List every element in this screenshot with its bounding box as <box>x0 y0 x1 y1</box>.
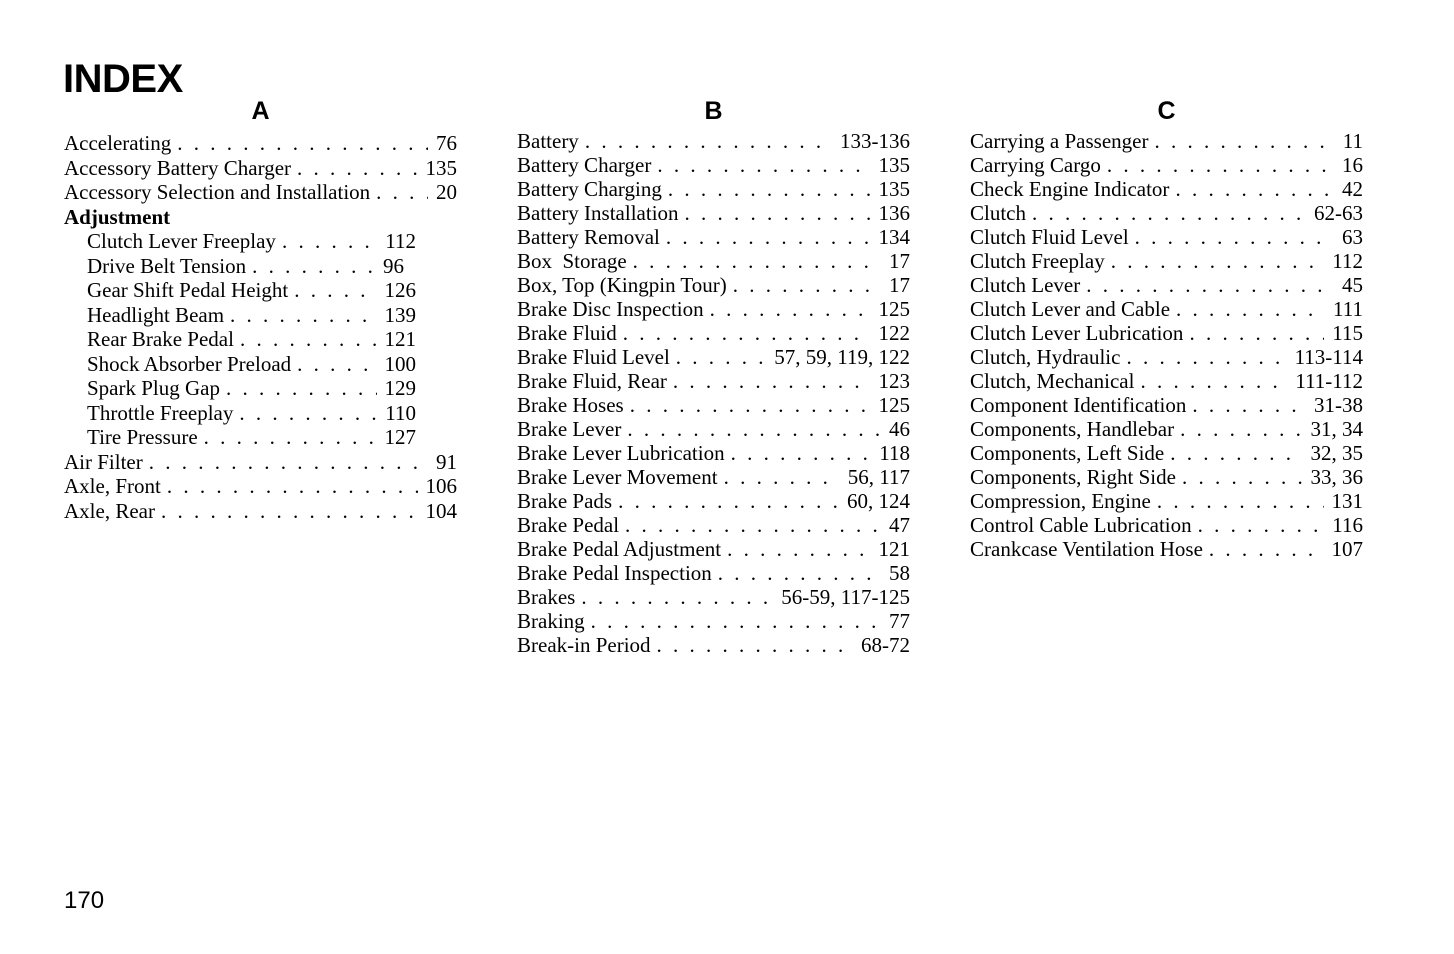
dot-leader <box>718 561 881 585</box>
dot-leader <box>666 225 871 249</box>
entry-term: Rear Brake Pedal <box>87 327 234 351</box>
dot-leader <box>1175 177 1334 201</box>
entry-page: 63 <box>1342 225 1363 249</box>
dot-leader <box>1107 153 1334 177</box>
dot-leader <box>630 393 871 417</box>
index-entry <box>970 201 1363 225</box>
entry-term: Clutch Lever and Cable <box>970 297 1171 321</box>
entry-page: 136 <box>878 201 910 225</box>
entry-term: Component Identification <box>970 393 1187 417</box>
dot-leader <box>297 156 417 181</box>
section-letter-a: A <box>251 97 270 125</box>
entry-term: Clutch <box>970 201 1026 225</box>
dot-leader <box>625 513 881 537</box>
entry-page: 134 <box>878 225 910 249</box>
index-subentry <box>64 229 416 254</box>
entry-term: Brake Hoses <box>517 393 624 417</box>
entry-term: Battery <box>517 129 579 153</box>
entry-page: 112 <box>385 229 416 253</box>
entry-list-a <box>64 131 457 523</box>
entry-term: Brake Fluid Level <box>517 345 670 369</box>
entry-term: Brake Pads <box>517 489 613 513</box>
entry-page: 127 <box>384 425 416 449</box>
index-entry <box>64 474 457 499</box>
dot-leader <box>591 609 881 633</box>
index-entry <box>517 489 910 513</box>
index-entry <box>970 489 1363 513</box>
section-letter-b: B <box>704 97 723 125</box>
index-entry <box>517 417 910 441</box>
dot-leader <box>618 489 839 513</box>
index-entry <box>64 156 457 181</box>
entry-page: 104 <box>425 498 457 523</box>
index-entry <box>970 297 1363 321</box>
entry-page: 125 <box>878 297 910 321</box>
dot-leader <box>657 633 853 657</box>
index-entry <box>970 513 1363 537</box>
index-entry <box>970 537 1363 561</box>
dot-leader <box>282 229 377 254</box>
index-entry <box>517 345 910 369</box>
entry-page: 62-63 <box>1314 201 1363 225</box>
entry-page: 56-59, 117-125 <box>781 585 910 609</box>
dot-leader <box>633 249 881 273</box>
entry-term: Spark Plug Gap <box>87 376 220 400</box>
index-entry <box>970 249 1363 273</box>
entry-term: Accelerating <box>64 131 172 155</box>
dot-leader <box>1154 129 1334 153</box>
dot-leader <box>239 401 377 426</box>
page-title: INDEX <box>63 57 183 101</box>
dot-leader <box>627 417 881 441</box>
dot-leader <box>623 321 871 345</box>
entry-term: Box Storage <box>517 249 627 273</box>
dot-leader <box>1209 537 1324 561</box>
dot-leader <box>204 425 377 450</box>
entry-term: Clutch Freeplay <box>970 249 1105 273</box>
entry-term: Brake Disc Inspection <box>517 297 704 321</box>
index-heading <box>64 205 457 230</box>
entry-page: 125 <box>878 393 910 417</box>
index-entry <box>517 225 910 249</box>
index-entry <box>970 225 1363 249</box>
dot-leader <box>727 537 870 561</box>
entry-page: 129 <box>384 376 416 400</box>
entry-page: 139 <box>384 302 416 327</box>
entry-term: Break-in Period <box>517 633 651 657</box>
entry-page: 118 <box>879 441 910 465</box>
index-entry <box>517 369 910 393</box>
index-entry <box>517 561 910 585</box>
entry-term: Brake Pedal <box>517 513 620 537</box>
index-entry <box>970 177 1363 201</box>
entry-page: 112 <box>1332 249 1363 273</box>
entry-term: Control Cable Lubrication <box>970 513 1192 537</box>
entry-page: 107 <box>1331 537 1363 561</box>
entry-term: Components, Handlebar <box>970 417 1175 441</box>
entry-term: Gear Shift Pedal Height <box>87 278 289 302</box>
entry-page: 33, 36 <box>1310 465 1363 489</box>
entry-term: Battery Charging <box>517 177 662 201</box>
entry-term: Brakes <box>517 585 576 609</box>
entry-term: Brake Pedal Adjustment <box>517 537 722 561</box>
index-entry <box>970 393 1363 417</box>
entry-page: 77 <box>889 609 910 633</box>
entry-term: Brake Fluid <box>517 321 617 345</box>
entry-page: 122 <box>878 321 910 345</box>
entry-page: 31, 34 <box>1310 417 1363 441</box>
entry-page: 115 <box>1332 321 1363 345</box>
entry-term: Brake Lever Movement <box>517 465 718 489</box>
dot-leader <box>161 499 418 524</box>
dot-leader <box>1140 369 1287 393</box>
index-column-c <box>970 96 1363 561</box>
dot-leader <box>252 254 375 279</box>
entry-page: 46 <box>889 417 910 441</box>
entry-term: Battery Removal <box>517 225 660 249</box>
entry-page: 126 <box>384 278 416 302</box>
entry-page: 60, 124 <box>847 489 910 513</box>
entry-page: 135 <box>425 155 457 180</box>
entry-term: Brake Pedal Inspection <box>517 561 712 585</box>
entry-term: Battery Charger <box>517 153 652 177</box>
index-subentry <box>64 254 404 279</box>
entry-page: 42 <box>1342 177 1363 201</box>
entry-page: 111 <box>1333 297 1363 321</box>
dot-leader <box>1176 297 1325 321</box>
dot-leader <box>724 465 840 489</box>
entry-list-b <box>517 129 910 657</box>
entry-page: 110 <box>385 400 416 425</box>
entry-term: Battery Installation <box>517 201 679 225</box>
entry-page: 91 <box>436 449 457 474</box>
entry-term: Clutch, Mechanical <box>970 369 1135 393</box>
entry-term: Crankcase Ventilation Hose <box>970 537 1203 561</box>
index-entry <box>517 273 910 297</box>
entry-page: 56, 117 <box>847 465 910 489</box>
index-entry <box>517 249 910 273</box>
dot-leader <box>240 327 377 352</box>
entry-page: 135 <box>878 177 910 201</box>
index-entry <box>517 513 910 537</box>
entry-page: 20 <box>436 180 457 204</box>
entry-term: Brake Lever Lubrication <box>517 441 725 465</box>
dot-leader <box>1157 489 1324 513</box>
entry-term: Carrying a Passenger <box>970 129 1149 153</box>
entry-term: Brake Lever <box>517 417 622 441</box>
entry-page: 135 <box>878 153 910 177</box>
entry-page: 57, 59, 119, 122 <box>774 345 910 369</box>
index-subentry <box>64 376 416 401</box>
index-subentry <box>64 327 416 352</box>
entry-page: 121 <box>878 537 910 561</box>
dot-leader <box>585 129 832 153</box>
index-entry <box>517 537 910 561</box>
dot-leader <box>1198 513 1325 537</box>
index-entry <box>517 177 910 201</box>
index-entry <box>517 585 910 609</box>
entry-page: 100 <box>384 351 416 376</box>
index-column-a <box>64 96 457 523</box>
entry-page: 45 <box>1342 273 1363 297</box>
entry-term: Tire Pressure <box>87 425 198 449</box>
entry-term: Clutch Lever Lubrication <box>970 321 1184 345</box>
entry-term: Accessory Selection and Installation <box>64 180 371 204</box>
entry-page: 123 <box>878 369 910 393</box>
section-letter-c: C <box>1157 97 1176 125</box>
dot-leader <box>1180 417 1302 441</box>
dot-leader <box>177 131 428 156</box>
dot-leader <box>1086 273 1334 297</box>
entry-term: Axle, Front <box>64 474 161 498</box>
entry-page: 17 <box>889 249 910 273</box>
dot-leader <box>657 153 870 177</box>
dot-leader <box>1170 441 1302 465</box>
page-number: 170 <box>64 887 105 914</box>
index-subentry <box>64 278 416 303</box>
index-entry <box>517 201 910 225</box>
index-entry <box>517 393 910 417</box>
entry-term: Brake Fluid, Rear <box>517 369 667 393</box>
entry-page: 106 <box>425 474 457 498</box>
dot-leader <box>167 474 418 499</box>
index-subentry <box>64 401 416 426</box>
dot-leader <box>1111 249 1325 273</box>
dot-leader <box>294 278 376 303</box>
index-entry <box>970 321 1363 345</box>
index-entry <box>970 273 1363 297</box>
entry-term: Components, Right Side <box>970 465 1176 489</box>
dot-leader <box>149 450 428 475</box>
entry-page: 11 <box>1342 129 1363 153</box>
dot-leader <box>733 273 881 297</box>
entry-page: 31-38 <box>1314 393 1363 417</box>
index-subentry <box>64 303 416 328</box>
dot-leader <box>376 180 428 205</box>
index-entry <box>970 153 1363 177</box>
entry-page: 17 <box>889 273 910 297</box>
index-entry <box>970 129 1363 153</box>
index-entry <box>64 499 457 524</box>
index-entry <box>64 450 457 475</box>
index-column-b <box>517 96 910 657</box>
entry-term: Box, Top (Kingpin Tour) <box>517 273 727 297</box>
index-entry <box>64 131 457 156</box>
entry-term: Throttle Freeplay <box>87 400 234 425</box>
entry-page: 131 <box>1331 489 1363 513</box>
entry-term: Shock Absorber Preload <box>87 351 292 376</box>
entry-term: Carrying Cargo <box>970 153 1101 177</box>
dot-leader <box>230 303 376 328</box>
index-subentry <box>64 425 416 450</box>
dot-leader <box>1189 321 1324 345</box>
index-entry <box>517 441 910 465</box>
entry-page: 133-136 <box>840 129 910 153</box>
index-entry <box>970 345 1363 369</box>
dot-leader <box>1126 345 1286 369</box>
dot-leader <box>1192 393 1306 417</box>
heading-term: Adjustment <box>64 204 171 229</box>
dot-leader <box>685 201 871 225</box>
entry-term: Braking <box>517 609 585 633</box>
entry-term: Check Engine Indicator <box>970 177 1170 201</box>
dot-leader <box>581 585 773 609</box>
entry-term: Components, Left Side <box>970 441 1165 465</box>
entry-page: 96 <box>383 253 404 278</box>
entry-term: Clutch Fluid Level <box>970 225 1129 249</box>
entry-term: Drive Belt Tension <box>87 253 247 278</box>
entry-term: Accessory Battery Charger <box>64 155 292 180</box>
dot-leader <box>668 177 871 201</box>
dot-leader <box>226 376 377 401</box>
entry-page: 111-112 <box>1295 369 1363 393</box>
entry-term: Headlight Beam <box>87 302 225 327</box>
index-entry <box>517 609 910 633</box>
index-entry <box>517 633 910 657</box>
entry-term: Clutch Lever <box>970 273 1081 297</box>
index-entry <box>970 465 1363 489</box>
entry-term: Clutch Lever Freeplay <box>87 229 276 253</box>
entry-page: 68-72 <box>861 633 910 657</box>
index-entry <box>517 321 910 345</box>
index-entry <box>517 129 910 153</box>
entry-page: 113-114 <box>1294 345 1363 369</box>
dot-leader <box>673 369 871 393</box>
entry-page: 121 <box>384 327 416 351</box>
index-entry <box>517 153 910 177</box>
index-entry <box>517 297 910 321</box>
entry-term: Compression, Engine <box>970 489 1151 513</box>
index-entry <box>970 369 1363 393</box>
index-subentry <box>64 352 416 377</box>
dot-leader <box>710 297 871 321</box>
entry-term: Clutch, Hydraulic <box>970 345 1121 369</box>
entry-term: Axle, Rear <box>64 498 155 523</box>
dot-leader <box>676 345 766 369</box>
entry-page: 47 <box>889 513 910 537</box>
index-entry <box>970 417 1363 441</box>
dot-leader <box>1135 225 1334 249</box>
entry-page: 58 <box>889 561 910 585</box>
dot-leader <box>731 441 872 465</box>
index-entry <box>517 465 910 489</box>
dot-leader <box>1032 201 1306 225</box>
index-entry <box>64 180 457 205</box>
dot-leader <box>297 352 376 377</box>
entry-page: 116 <box>1332 513 1363 537</box>
entry-term: Air Filter <box>64 449 143 474</box>
dot-leader <box>1182 465 1303 489</box>
index-entry <box>970 441 1363 465</box>
entry-page: 16 <box>1342 153 1363 177</box>
entry-page: 32, 35 <box>1310 441 1363 465</box>
entry-page: 76 <box>436 131 457 155</box>
entry-list-c <box>970 129 1363 561</box>
